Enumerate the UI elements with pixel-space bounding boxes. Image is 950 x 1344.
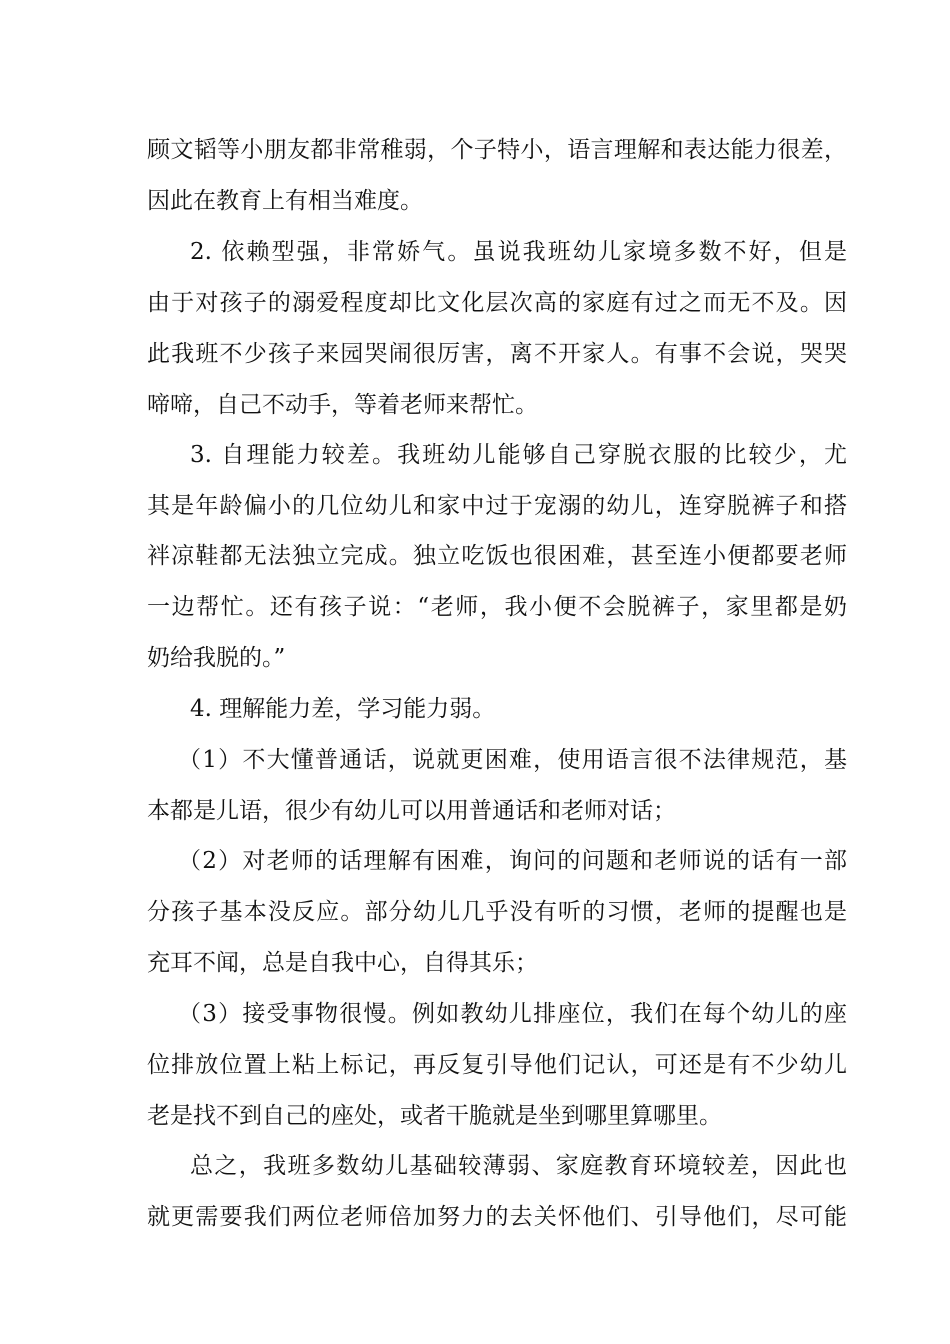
text-line: 就更需要我们两位老师倍加努力的去关怀他们、引导他们，尽可能 (147, 1204, 847, 1230)
text-line: 4. 理解能力差，学习能力弱。 (190, 696, 496, 722)
text-line: 总之，我班多数幼儿基础较薄弱、家庭教育环境较差，因此也 (190, 1153, 847, 1179)
text-line: 奶给我脱的。” (147, 645, 286, 671)
text-line: 本都是儿语，很少有幼儿可以用普通话和老师对话； (147, 798, 676, 824)
text-line: 其是年龄偏小的几位幼儿和家中过于宠溺的幼儿，连穿脱裤子和搭 (147, 493, 847, 519)
text-line: 啼啼，自己不动手，等着老师来帮忙。 (147, 392, 538, 418)
text-line: （2）对老师的话理解有困难，询问的问题和老师说的话有一部 (178, 848, 847, 874)
text-line: 3. 自理能力较差。我班幼儿能够自己穿脱衣服的比较少，尤 (190, 442, 847, 468)
text-line: 分孩子基本没反应。部分幼儿几乎没有听的习惯，老师的提醒也是 (147, 899, 847, 925)
text-line: 此我班不少孩子来园哭闹很厉害，离不开家人。有事不会说，哭哭 (147, 341, 847, 367)
text-line: 充耳不闻，总是自我中心，自得其乐； (147, 950, 538, 976)
text-line: 由于对孩子的溺爱程度却比文化层次高的家庭有过之而无不及。因 (147, 290, 847, 316)
text-line: 顾文韬等小朋友都非常稚弱，个子特小，语言理解和表达能力很差， (147, 137, 847, 163)
text-line: 2. 依赖型强，非常娇气。虽说我班幼儿家境多数不好，但是 (190, 239, 847, 265)
text-line: 因此在教育上有相当难度。 (147, 188, 423, 214)
text-line: 老是找不到自己的座处，或者干脆就是坐到哪里算哪里。 (147, 1103, 722, 1129)
text-line: 一边帮忙。还有孩子说：“老师，我小便不会脱裤子，家里都是奶 (147, 594, 847, 620)
text-line: 袢凉鞋都无法独立完成。独立吃饭也很困难，甚至连小便都要老师 (147, 543, 847, 569)
text-line: 位排放位置上粘上标记，再反复引导他们记认，可还是有不少幼儿 (147, 1052, 847, 1078)
text-line: （3）接受事物很慢。例如教幼儿排座位，我们在每个幼儿的座 (178, 1001, 847, 1027)
text-line: （1）不大懂普通话，说就更困难，使用语言很不法律规范，基 (178, 747, 847, 773)
